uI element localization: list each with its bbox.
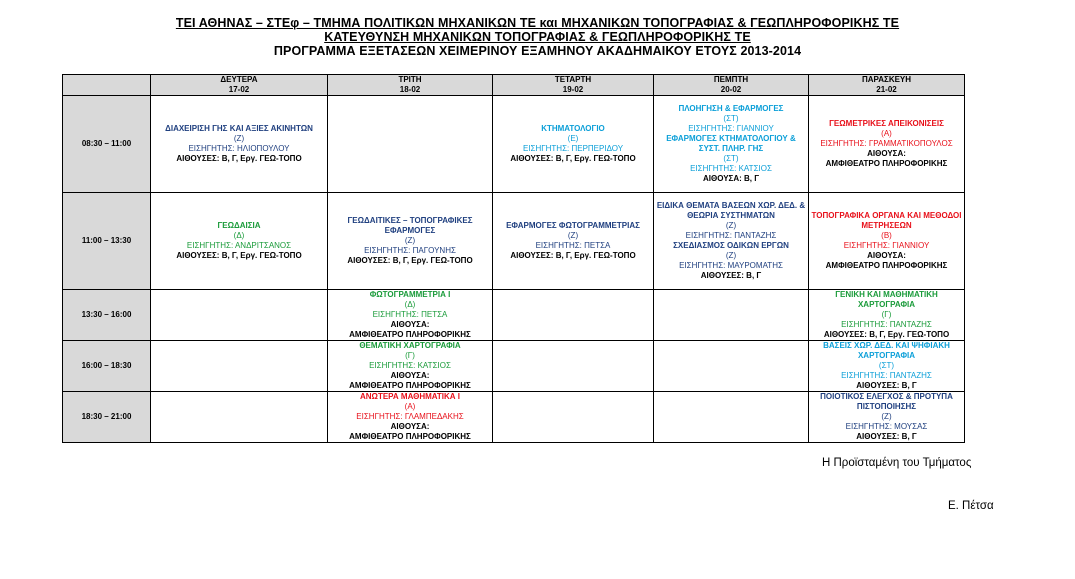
day-header-tue: ΤΡΙΤΗ 18-02	[328, 75, 493, 96]
exam-cell-empty	[654, 290, 809, 341]
day-header-mon: ΔΕΥΤΕΡΑ 17-02	[151, 75, 328, 96]
exam-cell-empty	[654, 392, 809, 443]
corner-cell	[63, 75, 151, 96]
exam-cell: ΒΑΣΕΙΣ ΧΩΡ. ΔΕΔ. ΚΑΙ ΨΗΦΙΑΚΗ ΧΑΡΤΟΓΡΑΦΙΑ (ΣΤ) ΕΙΣΗΓΗΤΗΣ: ΠΑΝΤΑΖΗΣ ΑΙΘΟΥΣΕΣ: Β, Γ	[809, 341, 965, 392]
table-row	[63, 96, 965, 193]
exam-cell: ΔΙΑΧΕΙΡΙΣΗ ΓΗΣ ΚΑΙ ΑΞΙΕΣ ΑΚΙΝΗΤΩΝ (Ζ) ΕΙΣΗΓΗΤΗΣ: ΗΛΙΟΠΟΥΛΟΥ ΑΙΘΟΥΣΕΣ: Β, Γ, Εργ. ΓΕΩ-ΤΟΠΟ	[151, 96, 328, 193]
day-header-thu: ΠΕΜΠΤΗ 20-02	[654, 75, 809, 96]
exam-cell: ΑΝΩΤΕΡΑ ΜΑΘΗΜΑΤΙΚΑ Ι (Α) ΕΙΣΗΓΗΤΗΣ: ΓΛΑΜΠΕΔΑΚΗΣ ΑΙΘΟΥΣΑ: ΑΜΦΙΘΕΑΤΡΟ ΠΛΗΡΟΦΟΡΙΚΗΣ	[328, 392, 493, 443]
exam-cell-empty	[151, 392, 328, 443]
exam-cell-empty	[493, 341, 654, 392]
exam-cell-empty	[493, 392, 654, 443]
document-header	[0, 16, 1075, 58]
exam-cell-empty	[328, 96, 493, 193]
exam-cell: ΕΙΔΙΚΑ ΘΕΜΑΤΑ ΒΑΣΕΩΝ ΧΩΡ. ΔΕΔ. & ΘΕΩΡΙΑ ΣΥΣΤΗΜΑΤΩΝ (Ζ) ΕΙΣΗΓΗΤΗΣ: ΠΑΝΤΑΖΗΣ ΣΧΕΔΙΑΣΜΟΣ ΟΔΙΚΩΝ ΕΡΓΩΝ (Ζ) ΕΙΣΗΓΗΤΗΣ: ΜΑΥΡΟΜΑΤΗΣ ΑΙΘΟΥΣΕΣ: Β, Γ	[654, 193, 809, 290]
exam-cell: ΠΟΙΟΤΙΚΟΣ ΕΛΕΓΧΟΣ & ΠΡΟΤΥΠΑ ΠΙΣΤΟΠΟΙΗΣΗΣ (Ζ) ΕΙΣΗΓΗΤΗΣ: ΜΟΥΣΑΣ ΑΙΘΟΥΣΕΣ: Β, Γ	[809, 392, 965, 443]
exam-cell: ΤΟΠΟΓΡΑΦΙΚΑ ΟΡΓΑΝΑ ΚΑΙ ΜΕΘΟΔΟΙ ΜΕΤΡΗΣΕΩΝ (Β) ΕΙΣΗΓΗΤΗΣ: ΓΙΑΝΝΙΟΥ ΑΙΘΟΥΣΑ: ΑΜΦΙΘΕΑΤΡΟ ΠΛΗΡΟΦΟΡΙΚΗΣ	[809, 193, 965, 290]
header-institution: ΤΕΙ ΑΘΗΝΑΣ – ΣΤΕφ – ΤΜΗΜΑ ΠΟΛΙΤΙΚΩΝ ΜΗΧΑΝΙΚΩΝ ΤΕ και ΜΗΧΑΝΙΚΩΝ ΤΟΠΟΓΡΑΦΙΑΣ & ΓΕΩΠΛΗΡΟΦΟΡΙΚΗΣ ΤΕ	[175, 16, 900, 30]
exam-schedule-table	[62, 74, 965, 443]
exam-cell-empty	[151, 341, 328, 392]
table-header-row	[63, 75, 965, 96]
header-direction: ΚΑΤΕΥΘΥΝΣΗ ΜΗΧΑΝΙΚΩΝ ΤΟΠΟΓΡΑΦΙΑΣ & ΓΕΩΠΛΗΡΟΦΟΡΙΚΗΣ ΤΕ	[324, 30, 751, 44]
header-program-title: ΠΡΟΓΡΑΜΜΑ ΕΞΕΤΑΣΕΩΝ ΧΕΙΜΕΡΙΝΟΥ ΕΞΑΜΗΝΟΥ ΑΚΑΔΗΜΑΙΚΟΥ ΕΤΟΥΣ 2013-2014	[273, 44, 802, 58]
time-slot: 13:30 – 16:00	[63, 290, 151, 341]
time-slot: 18:30 – 21:00	[63, 392, 151, 443]
day-header-fri: ΠΑΡΑΣΚΕΥΗ 21-02	[809, 75, 965, 96]
exam-cell: ΕΦΑΡΜΟΓΕΣ ΦΩΤΟΓΡΑΜΜΕΤΡΙΑΣ (Ζ) ΕΙΣΗΓΗΤΗΣ: ΠΕΤΣΑ ΑΙΘΟΥΣΕΣ: Β, Γ, Εργ. ΓΕΩ-ΤΟΠΟ	[493, 193, 654, 290]
exam-cell-empty	[151, 290, 328, 341]
exam-cell: ΓΕΩΜΕΤΡΙΚΕΣ ΑΠΕΙΚΟΝΙΣΕΙΣ (Α) ΕΙΣΗΓΗΤΗΣ: ΓΡΑΜΜΑΤΙΚΟΠΟΥΛΟΣ ΑΙΘΟΥΣΑ: ΑΜΦΙΘΕΑΤΡΟ ΠΛΗΡΟΦΟΡΙΚΗΣ	[809, 96, 965, 193]
signature-role: Η Προϊσταμένη του Τμήματος	[822, 457, 972, 469]
exam-cell-empty	[493, 290, 654, 341]
table-row	[63, 290, 965, 341]
table-row	[63, 341, 965, 392]
exam-cell: ΓΕΩΔΑΙΤΙΚΕΣ – ΤΟΠΟΓΡΑΦΙΚΕΣ ΕΦΑΡΜΟΓΕΣ (Ζ) ΕΙΣΗΓΗΤΗΣ: ΠΑΓΟΥΝΗΣ ΑΙΘΟΥΣΕΣ: Β, Γ, Εργ. ΓΕΩ-ΤΟΠΟ	[328, 193, 493, 290]
exam-cell: ΓΕΝΙΚΗ ΚΑΙ ΜΑΘΗΜΑΤΙΚΗ ΧΑΡΤΟΓΡΑΦΙΑ (Γ) ΕΙΣΗΓΗΤΗΣ: ΠΑΝΤΑΖΗΣ ΑΙΘΟΥΣΕΣ: Β, Γ, Εργ. ΓΕΩ-ΤΟΠΟ	[809, 290, 965, 341]
signature-name: Ε. Πέτσα	[948, 500, 994, 512]
day-header-wed: ΤΕΤΑΡΤΗ 19-02	[493, 75, 654, 96]
table-row	[63, 193, 965, 290]
time-slot: 16:00 – 18:30	[63, 341, 151, 392]
time-slot: 08:30 – 11:00	[63, 96, 151, 193]
exam-cell: ΚΤΗΜΑΤΟΛΟΓΙΟ (Ε) ΕΙΣΗΓΗΤΗΣ: ΠΕΡΠΕΡΙΔΟΥ ΑΙΘΟΥΣΕΣ: Β, Γ, Εργ. ΓΕΩ-ΤΟΠΟ	[493, 96, 654, 193]
exam-cell-empty	[654, 341, 809, 392]
table-row	[63, 392, 965, 443]
time-slot: 11:00 – 13:30	[63, 193, 151, 290]
exam-cell: ΦΩΤΟΓΡΑΜΜΕΤΡΙΑ Ι (Δ) ΕΙΣΗΓΗΤΗΣ: ΠΕΤΣΑ ΑΙΘΟΥΣΑ: ΑΜΦΙΘΕΑΤΡΟ ΠΛΗΡΟΦΟΡΙΚΗΣ	[328, 290, 493, 341]
exam-cell: ΓΕΩΔΑΙΣΙΑ (Δ) ΕΙΣΗΓΗΤΗΣ: ΑΝΔΡΙΤΣΑΝΟΣ ΑΙΘΟΥΣΕΣ: Β, Γ, Εργ. ΓΕΩ-ΤΟΠΟ	[151, 193, 328, 290]
exam-cell: ΘΕΜΑΤΙΚΗ ΧΑΡΤΟΓΡΑΦΙΑ (Γ) ΕΙΣΗΓΗΤΗΣ: ΚΑΤΣΙΟΣ ΑΙΘΟΥΣΑ: ΑΜΦΙΘΕΑΤΡΟ ΠΛΗΡΟΦΟΡΙΚΗΣ	[328, 341, 493, 392]
exam-cell: ΠΛΟΗΓΗΣΗ & ΕΦΑΡΜΟΓΕΣ (ΣΤ) ΕΙΣΗΓΗΤΗΣ: ΓΙΑΝΝΙΟΥ ΕΦΑΡΜΟΓΕΣ ΚΤΗΜΑΤΟΛΟΓΙΟΥ & ΣΥΣΤ. ΠΛΗΡ. ΓΗΣ (ΣΤ) ΕΙΣΗΓΗΤΗΣ: ΚΑΤΣΙΟΣ ΑΙΘΟΥΣΑ: Β, Γ	[654, 96, 809, 193]
